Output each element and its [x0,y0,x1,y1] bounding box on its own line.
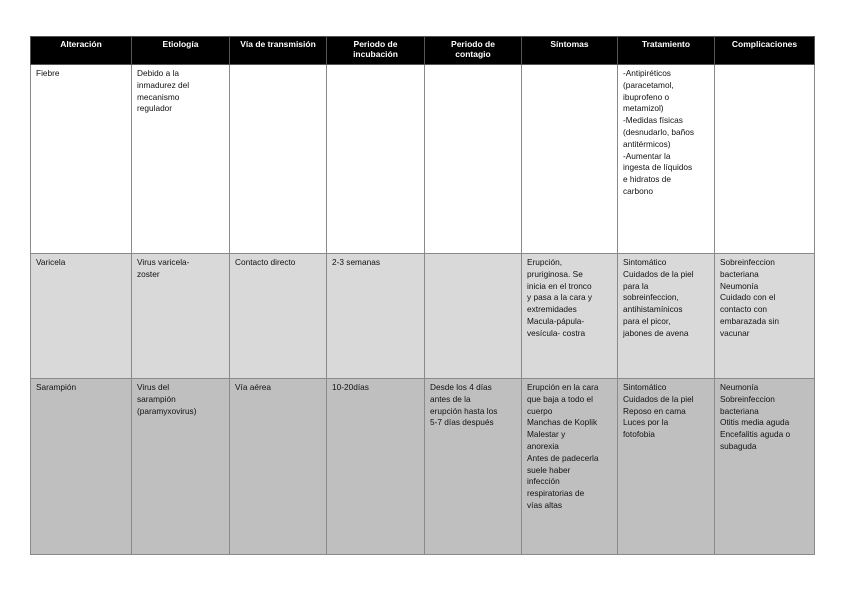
cell-line: bacteriana [720,268,759,279]
header-periodo-contagio [425,37,522,65]
header-line: contagio [455,49,491,59]
header-row [31,37,815,65]
cell-line: embarazada sin [720,315,780,326]
cell-line: inicia en el tronco [527,280,592,291]
cell-line: ingesta de líquidos [623,162,693,173]
cell-via-transmision [230,65,327,254]
header-complicaciones [715,37,815,65]
cell-line: Virus varicela- [137,257,190,267]
cell-line: Antes de padecerla [527,452,599,463]
cell-periodo-incubacion [327,65,425,254]
cell-line: pruriginosa. Se [527,268,583,279]
cell-line: Erupción en la cara [527,382,599,392]
cell-line: contacto con [720,304,768,315]
cell-line: Neumonía [720,382,759,392]
header-line: Complicaciones [731,39,798,49]
cell-line: Neumonía [720,280,759,291]
cell-via-transmision [230,254,327,379]
cell-complicaciones [715,379,815,555]
cell-line: sarampión [137,393,176,404]
table-row-varicela [31,254,815,379]
cell-line: cuerpo [527,405,553,416]
cell-periodo-incubacion [327,254,425,379]
cell-line: Sarampión [36,382,77,392]
header-alteracion [31,37,132,65]
cell-line: Debido a la [137,68,179,78]
cell-alteracion [31,65,132,254]
cell-line: extremidades [527,304,577,315]
cell-etiologia [132,65,230,254]
cell-line: subaguda [720,440,757,451]
cell-line: metamizol) [623,103,664,114]
header-etiologia [132,37,230,65]
header-line: Tratamiento [641,39,691,49]
cell-line: e hidratos de [623,174,671,185]
cell-via-transmision [230,379,327,555]
cell-line: Encefalitis aguda o [720,429,791,440]
cell-line: inmadurez del [137,79,190,90]
cell-line: sobreinfeccion, [623,292,679,303]
cell-line: para la [623,280,649,291]
cell-tratamiento [618,379,715,555]
header-periodo-incubacion [327,37,425,65]
cell-line: infección [527,476,560,487]
cell-line: Luces por la [623,417,669,428]
cell-line: (paracetamol, [623,79,674,90]
cell-line: carbono [623,185,653,196]
cell-line: Otitis media aguda [720,417,790,428]
cell-line: fotofobia [623,429,655,440]
cell-line: respiratorias de [527,488,585,499]
cell-line: Erupción, [527,257,563,267]
cell-line: que baja a todo el [527,393,593,404]
header-line: Síntomas [550,39,589,49]
cell-line: Sobreinfeccion [720,393,775,404]
cell-line: Sintomático [623,382,667,392]
cell-line: (desnudarlo, baños [623,126,695,137]
cell-line: vesícula- costra [527,327,586,338]
cell-line: Vía aérea [235,382,271,392]
cell-line: suele haber [527,464,571,475]
cell-alteracion [31,379,132,555]
header-line: Vía de transmisión [240,39,316,49]
cell-etiologia [132,254,230,379]
table-row-sarampion [31,379,815,555]
cell-line: Macula-pápula- [527,315,585,326]
cell-line: para el picor, [623,315,671,326]
cell-line: bacteriana [720,405,759,416]
header-via-transmision [230,37,327,65]
cell-line: 2-3 semanas [332,257,380,267]
header-line: Alteración [60,39,102,49]
cell-line: antihistamínicos [623,304,683,315]
cell-line: Cuidado con el [720,292,776,303]
header-line: incubación [353,49,398,59]
cell-line: Varicela [36,257,66,267]
table-row-fiebre [31,65,815,254]
cell-line: 10-20días [332,382,369,392]
cell-line: Contacto directo [235,257,296,267]
cell-sintomas [522,254,618,379]
diseases-table [30,36,815,555]
cell-periodo-contagio [425,379,522,555]
cell-line: mecanismo [137,91,180,102]
header-line: Periodo de [353,39,398,49]
cell-line: Virus del [137,382,170,392]
cell-complicaciones [715,254,815,379]
cell-etiologia [132,379,230,555]
cell-alteracion [31,254,132,379]
cell-line: Cuidados de la piel [623,268,694,279]
cell-line: ibuprofeno o [623,91,670,102]
cell-line: antes de la [430,393,471,404]
cell-line: antitérmicos) [623,138,671,149]
cell-sintomas [522,65,618,254]
cell-complicaciones [715,65,815,254]
cell-line: (paramyxovirus) [137,405,197,416]
cell-tratamiento [618,65,715,254]
cell-line: Fiebre [36,68,60,78]
cell-line: -Aumentar la [623,150,671,161]
cell-line: Manchas de Koplik [527,417,598,428]
cell-line: -Antipiréticos [623,68,671,78]
cell-line: Desde los 4 días [430,382,492,392]
cell-line: zoster [137,268,160,279]
header-sintomas [522,37,618,65]
cell-line: Sobreinfeccion [720,257,775,267]
cell-line: Sintomático [623,257,667,267]
cell-periodo-contagio [425,254,522,379]
cell-line: -Medidas físicas [623,115,683,126]
cell-line: Cuidados de la piel [623,393,694,404]
header-line: Periodo de [451,39,495,49]
cell-line: Malestar y [527,429,566,440]
cell-line: Reposo en cama [623,405,686,416]
header-tratamiento [618,37,715,65]
cell-periodo-contagio [425,65,522,254]
cell-line: anorexia [527,440,559,451]
cell-line: vacunar [720,327,750,338]
header-line: Etiología [162,39,199,49]
cell-line: 5-7 días después [430,417,494,428]
cell-periodo-incubacion [327,379,425,555]
cell-line: regulador [137,103,173,114]
cell-tratamiento [618,254,715,379]
cell-line: vías altas [527,499,563,510]
cell-line: y pasa a la cara y [527,292,593,303]
cell-sintomas [522,379,618,555]
cell-line: jabones de avena [623,327,689,338]
cell-line: erupción hasta los [430,405,498,416]
